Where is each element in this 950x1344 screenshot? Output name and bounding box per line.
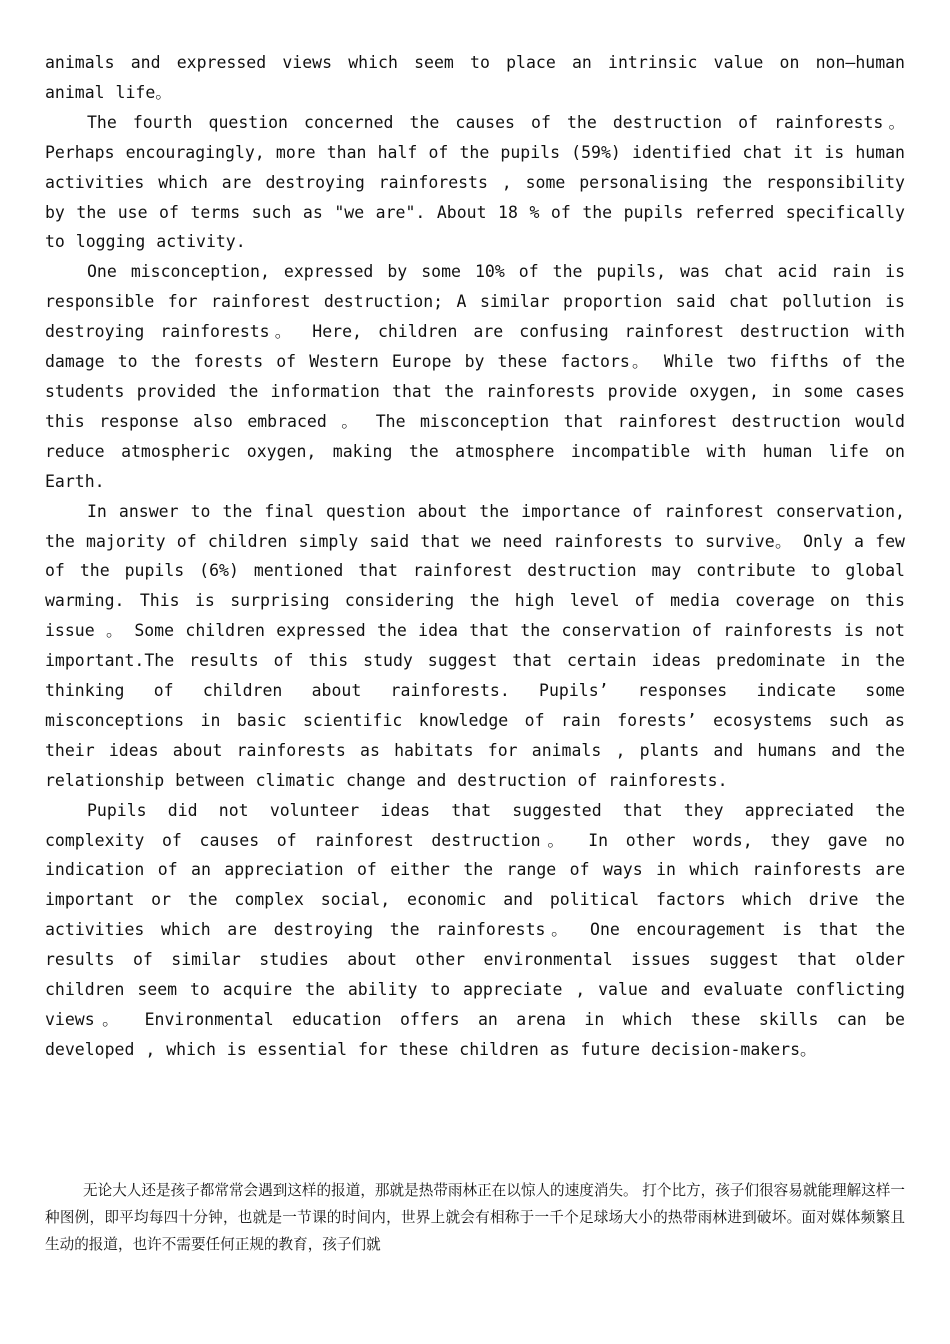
- paragraph-misconception: One misconception, expressed by some 10% of the pupils, was chat acid rain is responsible for rainforest destruction; A similar proportion said chat pollution is destroying rainforests。 Here, children are confusing rainforest destruction with damage to the forests of Western Europe by these factors。 While two fifths of the students provided the information that the rainforests provide oxygen, in some cases this response also embraced 。 The misconception that rainforest destruction would reduce atmospheric oxygen, making the atmosphere incompatible with human life on Earth.: [45, 262, 905, 491]
- paragraph-conclusion: Pupils did not volunteer ideas that suggested that they appreciated the complexity of causes of rainforest destruction。 In other words, they gave no indication of an appreciation of either the range of ways in which rainforests are important or the complex social, economic and political factors which drive the activities which are destroying the rainforests。 One encouragement is that the results of similar studies about other environmental issues suggest that older children seem to acquire the ability to appreciate , value and evaluate conflicting views。 Environmental education offers an arena in which these skills can be developed , which is essential for these children as future decision-makers。: [45, 800, 905, 1059]
- document-body: [45, 48, 905, 1065]
- paragraph-fourth-question: The fourth question concerned the causes of the destruction of rainforests。 Perhaps encouragingly, more than half of the pupils (59%) identified chat it is human activities which are destroying rainforests , some personalising the responsibility by the use of terms such as "we are". About 18 % of the pupils referred specifically to logging activity.: [45, 112, 905, 252]
- paragraph-continuation: animals and expressed views which seem to place an intrinsic value on non—human animal life。: [45, 53, 905, 102]
- chinese-translation-paragraph: 无论大人还是孩子都常常会遇到这样的报道，那就是热带雨林正在以惊人的速度消失。 打个比方，孩子们很容易就能理解这样一种图例，即平均每四十分钟，也就是一节课的时间内，世界上就会有相称于一千个足球场大小的热带雨林进到破坏。面对媒体频繁且生动的报道，也许不需要任何正规的教育，孩子们就: [45, 1182, 905, 1253]
- paragraph-final-question: In answer to the final question about the importance of rainforest conservation, the majority of children simply said that we need rainforests to survive。 Only a few of the pupils (6%) mentioned that rainforest destruction may contribute to global warming. This is surprising considering the high level of media coverage on this issue 。 Some children expressed the idea that the conservation of rainforests is not important.The results of this study suggest that certain ideas predominate in the thinking of children about rainforests. Pupils’ responses indicate some misconceptions in basic scientific knowledge of rain forests’ ecosystems such as their ideas about rainforests as habitats for animals , plants and humans and the relationship between climatic change and destruction of rainforests.: [45, 501, 905, 790]
